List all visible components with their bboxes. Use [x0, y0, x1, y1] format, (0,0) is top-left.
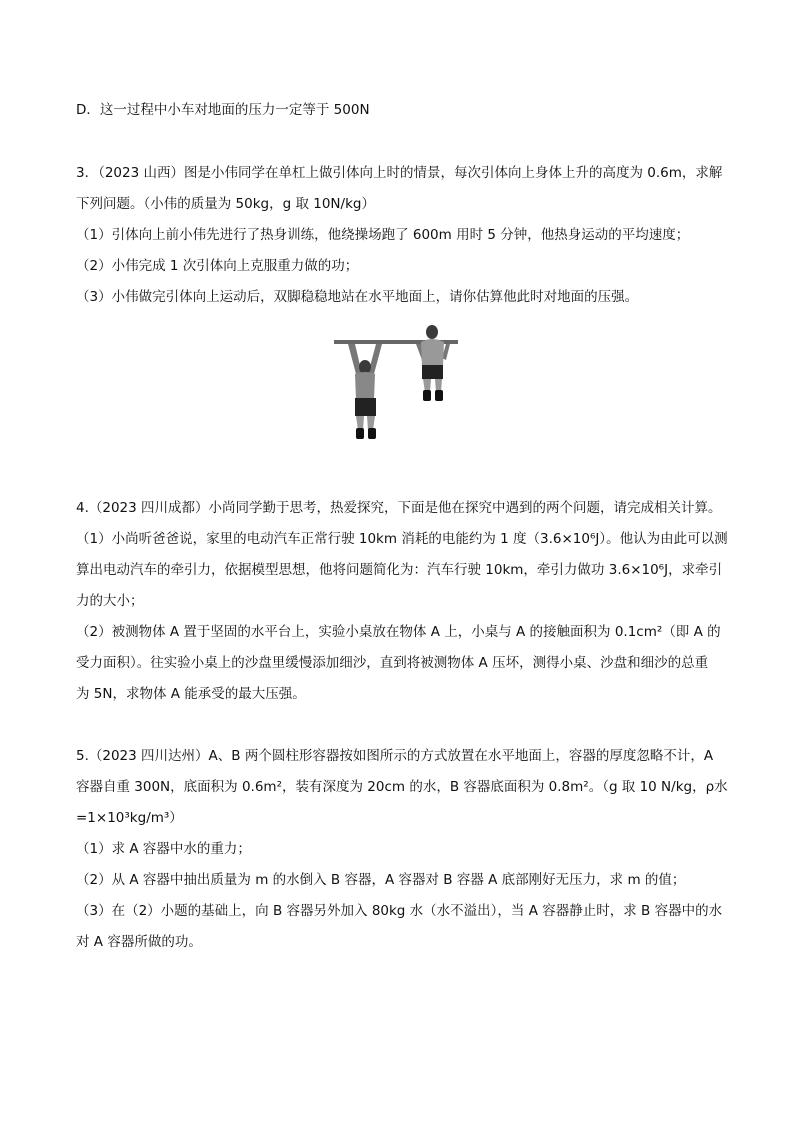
option-d: D．这一过程中小车对地面的压力一定等于 500N [76, 102, 370, 118]
pull-up-figure [334, 322, 464, 447]
q5-sub1: （1）求 A 容器中水的重力； [76, 841, 251, 857]
q4-sub2-line1: （2）被测物体 A 置于坚固的水平台上，实验小桌放在物体 A 上，小桌与 A 的接触面积为 0.1cm²（即 A 的 [76, 624, 721, 640]
q5-stem-line2: 容器自重 300N，底面积为 0.6m²，装有深度为 20cm 的水，B 容器底面积为 0.8m²。（g 取 10 N/kg，ρ水 [76, 779, 728, 795]
q4-sub1-line1: （1）小尚听爸爸说，家里的电动汽车正常行驶 10km 消耗的电能约为 1 度（3.6×10⁶J）。他认为由此可以测 [76, 531, 728, 547]
q5-stem-line3: =1×10³kg/m³） [76, 810, 183, 826]
q5-sub2: （2）从 A 容器中抽出质量为 m 的水倒入 B 容器，A 容器对 B 容器 A 底部刚好无压力，求 m 的值； [76, 872, 686, 888]
q4-sub2-line3: 为 5N，求物体 A 能承受的最大压强。 [76, 686, 306, 702]
q3-stem-line2: 下列问题。（小伟的质量为 50kg，g 取 10N/kg） [76, 196, 375, 212]
q3-sub1: （1）引体向上前小伟先进行了热身训练，他绕操场跑了 600m 用时 5 分钟，他热身运动的平均速度； [76, 227, 690, 243]
q4-stem: 4.（2023 四川成都）小尚同学勤于思考，热爱探究，下面是他在探究中遇到的两个问题，请完成相关计算。 [76, 500, 722, 516]
q4-sub2-line2: 受力面积）。往实验小桌上的沙盘里缓慢添加细沙，直到将被测物体 A 压坏，测得小桌、沙盘和细沙的总重 [76, 655, 709, 671]
q5-sub3-line1: （3）在（2）小题的基础上，向 B 容器另外加入 80kg 水（水不溢出），当 A 容器静止时，求 B 容器中的水 [76, 903, 723, 919]
q5-stem-line1: 5.（2023 四川达州）A、B 两个圆柱形容器按如图所示的方式放置在水平地面上，容器的厚度忽略不计，A [76, 748, 714, 764]
q3-sub2: （2）小伟完成 1 次引体向上克服重力做的功； [76, 258, 359, 274]
person-left-icon [348, 344, 382, 439]
q3-stem-line1: 3．（2023 山西）图是小伟同学在单杠上做引体向上时的情景，每次引体向上身体上升的高度为 0.6m，求解 [76, 165, 723, 181]
q3-sub3: （3）小伟做完引体向上运动后，双脚稳稳地站在水平地面上，请你估算他此时对地面的压强。 [76, 289, 639, 305]
q4-sub1-line2: 算出电动汽车的牵引力，依据模型思想，他将问题简化为：汽车行驶 10km，牵引力做功 3.6×10⁶J，求牵引 [76, 562, 723, 578]
q5-sub3-line2: 对 A 容器所做的功。 [76, 934, 202, 950]
q4-sub1-line3: 力的大小； [76, 593, 144, 609]
person-right-icon [416, 325, 450, 401]
